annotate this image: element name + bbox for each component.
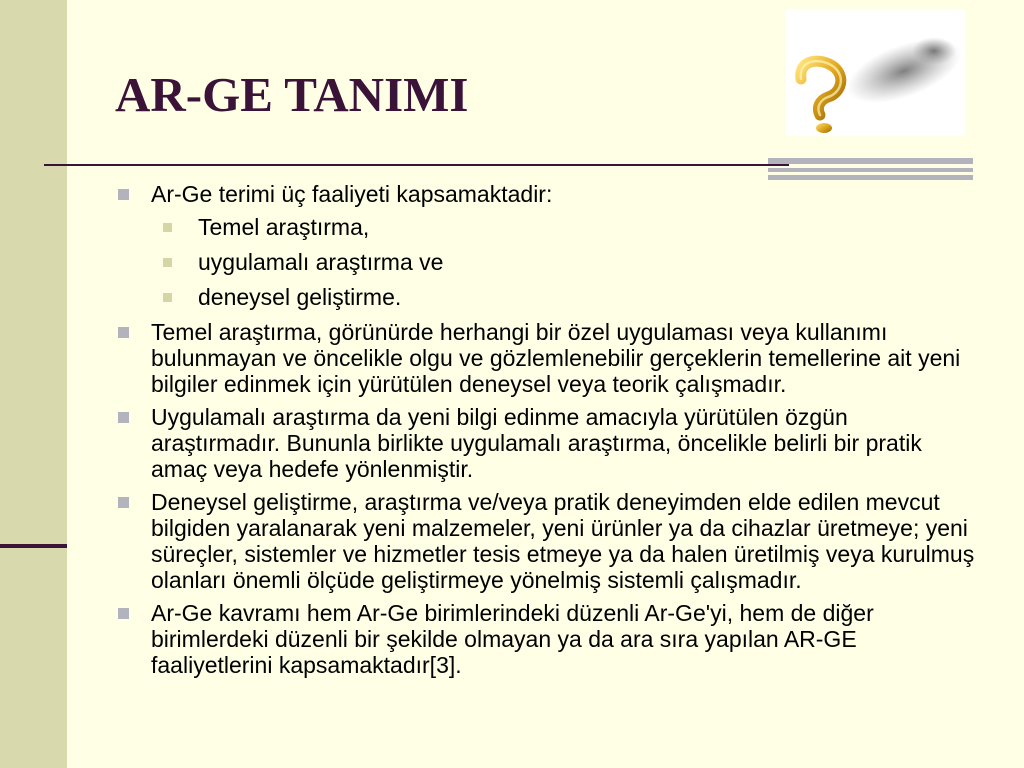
slide-title: AR-GE TANIMI [115, 67, 469, 122]
bullet-text: Ar-Ge kavramı hem Ar-Ge birimlerindeki düzenli Ar-Ge'yi, hem de diğer birimlerdeki düzenli bir şekilde olmayan ya da ara sıra yapılan AR-GE faaliyetlerini kapsamaktadır[3]. [151, 600, 874, 678]
golden-question-mark-icon [786, 9, 965, 136]
bullet-text: Temel araştırma, görünürde herhangi bir özel uygulaması veya kullanımı bulunmayan ve öncelikle olgu ve gözlemlenebilir gerçeklerin temellerine ait yeni bilgiler edinmek için yürütülen deneysel veya teorik çalışmadır. [151, 319, 961, 397]
bullet-item [118, 404, 978, 482]
decorative-bar [768, 175, 973, 180]
square-bullet-icon [118, 497, 129, 508]
bullet-item [118, 600, 978, 678]
bullet-text: uygulamalı araştırma ve [198, 249, 444, 275]
left-decorative-band [0, 0, 67, 768]
square-bullet-icon [163, 293, 172, 302]
square-bullet-icon [118, 412, 129, 423]
bullet-list [118, 181, 978, 685]
bullet-item [118, 489, 978, 593]
left-accent-line [0, 544, 67, 548]
title-divider [44, 164, 789, 166]
bullet-text: deneysel geliştirme. [198, 284, 402, 310]
decorative-bar [768, 168, 973, 172]
bullet-text: Ar-Ge terimi üç faaliyeti kapsamaktadir: [151, 181, 553, 207]
square-bullet-icon [163, 223, 172, 232]
square-bullet-icon [118, 189, 129, 200]
sub-bullet-item [163, 249, 978, 275]
bullet-item [118, 181, 978, 207]
bullet-text: Temel araştırma, [198, 214, 370, 240]
bullet-item [118, 319, 978, 397]
square-bullet-icon [118, 327, 129, 338]
sub-bullet-item [163, 214, 978, 240]
bullet-text: Uygulamalı araştırma da yeni bilgi edinme amacıyla yürütülen özgün araştırmadır. Bununla birlikte uygulamalı araştırma, öncelikle belirli bir pratik amaç veya hedefe yönlenmiştir. [151, 404, 922, 482]
square-bullet-icon [118, 608, 129, 619]
question-mark-image [786, 9, 965, 136]
bullet-text: Deneysel geliştirme, araştırma ve/veya pratik deneyimden elde edilen mevcut bilgiden yaralanarak yeni malzemeler, yeni ürünler ya da cihazlar üretmeye; yeni süreçler, sistemler ve hizmetler tesis etmeye ya da halen üretilmiş veya kurulmuş olanları önemli ölçüde geliştirmeye yönelmiş sistemli çalışmadır. [151, 489, 975, 593]
sub-bullet-item [163, 284, 978, 310]
decorative-bar [768, 158, 973, 164]
square-bullet-icon [163, 258, 172, 267]
